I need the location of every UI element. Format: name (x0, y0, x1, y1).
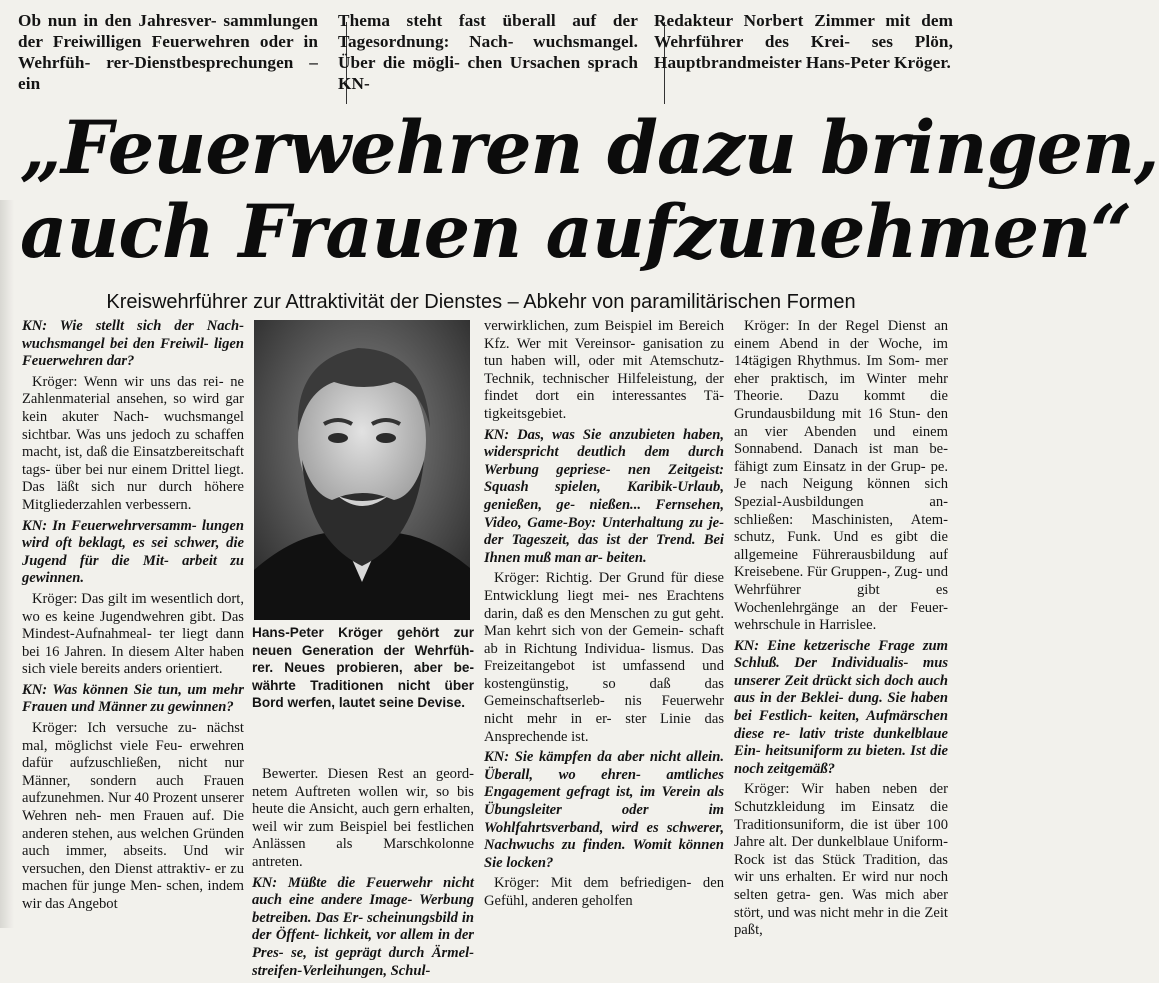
interview-question: KN: Müßte die Feuerwehr nicht auch eine andere Image- Werbung betreiben. Das Er- scheinungsbild in der Öffent- lichkeit, vor allem in der Pres- se, ist geprägt durch Ärmel- streifen-Verleihungen, Schul- (252, 874, 474, 979)
interview-answer: Kröger: Ich versuche zu- nächst mal, möglichst viele Feu- erwehren dafür aufzuschließen, nicht nur Männer, sondern auch Frauen aufzunehmen. Nur 40 Prozent unserer Wehren neh- men Frauen auf. Die anderen stehen, aus welchen Gründen auch immer, abseits. Und wir versuchen, den Dienst attraktiv- er zu machen für junge Men- schen, indem wir das Angebot (22, 720, 244, 912)
interview-question: KN: Eine ketzerische Frage zum Schluß. Der Individualis- mus unserer Zeit drückt sich doch auch aus in der Beklei- dung. Sie haben bei Festlich- keiten, Aufmärschen diese re- lativ triste dunkelblaue Ein- heitsuniform zu bieten. Ist die noch zeitgemäß? (734, 637, 948, 777)
interview-answer: Kröger: Das gilt im wesentlich dort, wo es keine Jugendwehren gibt. Das Mindest-Aufnahmeal- ter liegt dann bei 16 Jahren. In diesem Alter haben sich viele bereits anders orientiert. (22, 590, 244, 678)
headline-line-2: auch Frauen aufzunehmen“ (20, 189, 1132, 275)
interview-answer: Kröger: In der Regel Dienst an einem Abend in der Woche, im 14tägigen Rhythmus. Im Som- mer eher praktisch, im Winter mehr Theorie. Dazu kommt die Grundausbildung mit 16 Stun- den an vier Abenden und einem Sonnabend. Danach ist man be- fähigt zum Einsatz in der Grup- pe. Je nach Neigung können sich Spezial-Ausbildungen an- schließen: Maschinisten, Atem- schutz, Funk. Und es gibt die allgemeine Führerausbildung auf Kreisebene. Für Gruppen-, Zug- und Wehrführer gibt es Wochenlehrgänge an der Feuer- wehrschule in Harrislee. (734, 318, 948, 634)
interview-answer: Kröger: Richtig. Der Grund für diese Entwicklung liegt mei- nes Erachtens darin, daß es den Menschen zu gut geht. Man kehrt sich von der Gemein- schaft ab in Richtung Individua- lismus. Das Freizeitangebot ist umfassend und kostengünstig, so daß das Gemeinschaftserleb- nis Feuerwehr nicht mehr in er- ster Linie das Ansprechende ist. (484, 570, 724, 745)
intro-column-3: Redakteur Norbert Zimmer mit dem Wehrführer des Krei- ses Plön, Hauptbrandmeister Hans-Peter Kröger. (654, 11, 953, 72)
interview-question: KN: Das, was Sie anzubieten haben, widerspricht deutlich dem durch Werbung gepriese- nen Zeitgeist: Squash spielen, Karibik-Urlaub, genießen, ge- nießen... Fernsehen, Video, Game-Boy: Unterhaltung zu je- der Tageszeit, das ist der Trend. Bei Ihnen muß man ar- beiten. (484, 426, 724, 566)
article-column-1 (22, 318, 244, 917)
article-column-3 (484, 318, 724, 914)
interview-answer: Kröger: Wir haben neben der Schutzkleidung im Einsatz die Traditionsuniform, die ist über 100 Jahre alt. Der dunkelblaue Uniform-Rock ist das Stück Tradition, das wir uns erhalten. Er wird nur noch selten getra- gen. Was mich aber stört, und was nicht mehr in die Zeit paßt, (734, 781, 948, 939)
article-intro (18, 10, 953, 100)
interview-answer: Kröger: Wenn wir uns das rei- ne Zahlenmaterial ansehen, so wird gar kein akuter Nach- wuchsmangel sichtbar. Was uns jedoch zu schaffen macht, ist, daß die Einsatzbereitschaft tags- über bei nur einem Drittel liegt. Das läßt sich nur durch höhere Mitgliederzahlen verbessern. (22, 373, 244, 513)
article-column-4 (734, 318, 948, 943)
subheadline: Kreiswehrführer zur Attraktivität der Dienstes – Abkehr von paramilitärischen Formen (106, 291, 856, 313)
article-column-2 (252, 766, 474, 983)
intro-column-2: Thema steht fast überall auf der Tagesordnung: Nach- wuchsmangel. Über die mögli- chen Ursachen sprach KN- (338, 11, 638, 93)
interview-answer: Kröger: Mit dem befriedigen- den Gefühl, anderen geholfen (484, 875, 724, 909)
interview-question: KN: Was können Sie tun, um mehr Frauen und Männer zu gewinnen? (22, 681, 244, 716)
interview-answer: Bewerter. Diesen Rest an geord- netem Auftreten wollen wir, so bis heute die Ansicht, auch gern erhalten, weil wir zum Beispiel bei festlichen Anlässen als Marschkolonne antreten. (252, 766, 474, 870)
headline-line-1: „Feuerwehren dazu bringen, (20, 105, 1159, 191)
interview-question: KN: Sie kämpfen da aber nicht allein. Überall, wo ehren- amtliches Engagement gefragt ist, im Verein als Übungsleiter oder im Wohlfahrtsverband, wird es schwerer, Nachwuchs zu finden. Womit können Sie locken? (484, 749, 724, 871)
photo-caption: Hans-Peter Kröger gehört zur neuen Generation der Wehrfüh- rer. Neues probieren, aber be- währte Traditionen nicht über Bord werfen, lautet seine Devise. (252, 625, 474, 711)
intro-column-1: Ob nun in den Jahresver- sammlungen der Freiwilligen Feuerwehren oder in Wehrfüh- rer-Dienstbesprechungen – ein (18, 11, 318, 93)
page-edge-shadow (0, 200, 14, 928)
interview-answer: verwirklichen, zum Beispiel im Bereich Kfz. Wer mit Vereinsor- ganisation zu tun haben will, oder mit Atemschutz-Technik, technischer Hilfeleistung, der findet dort ein interessantes Tä- tigkeitsgebiet. (484, 318, 724, 422)
portrait-image (254, 320, 470, 620)
portrait-photo (254, 320, 470, 620)
interview-question: KN: Wie stellt sich der Nach- wuchsmangel bei den Freiwil- ligen Feuerwehren dar? (22, 318, 244, 370)
interview-question: KN: In Feuerwehrversamm- lungen wird oft beklagt, es sei schwer, die Jugend für die Mit- arbeit zu gewinnen. (22, 517, 244, 587)
headline (20, 105, 1159, 275)
